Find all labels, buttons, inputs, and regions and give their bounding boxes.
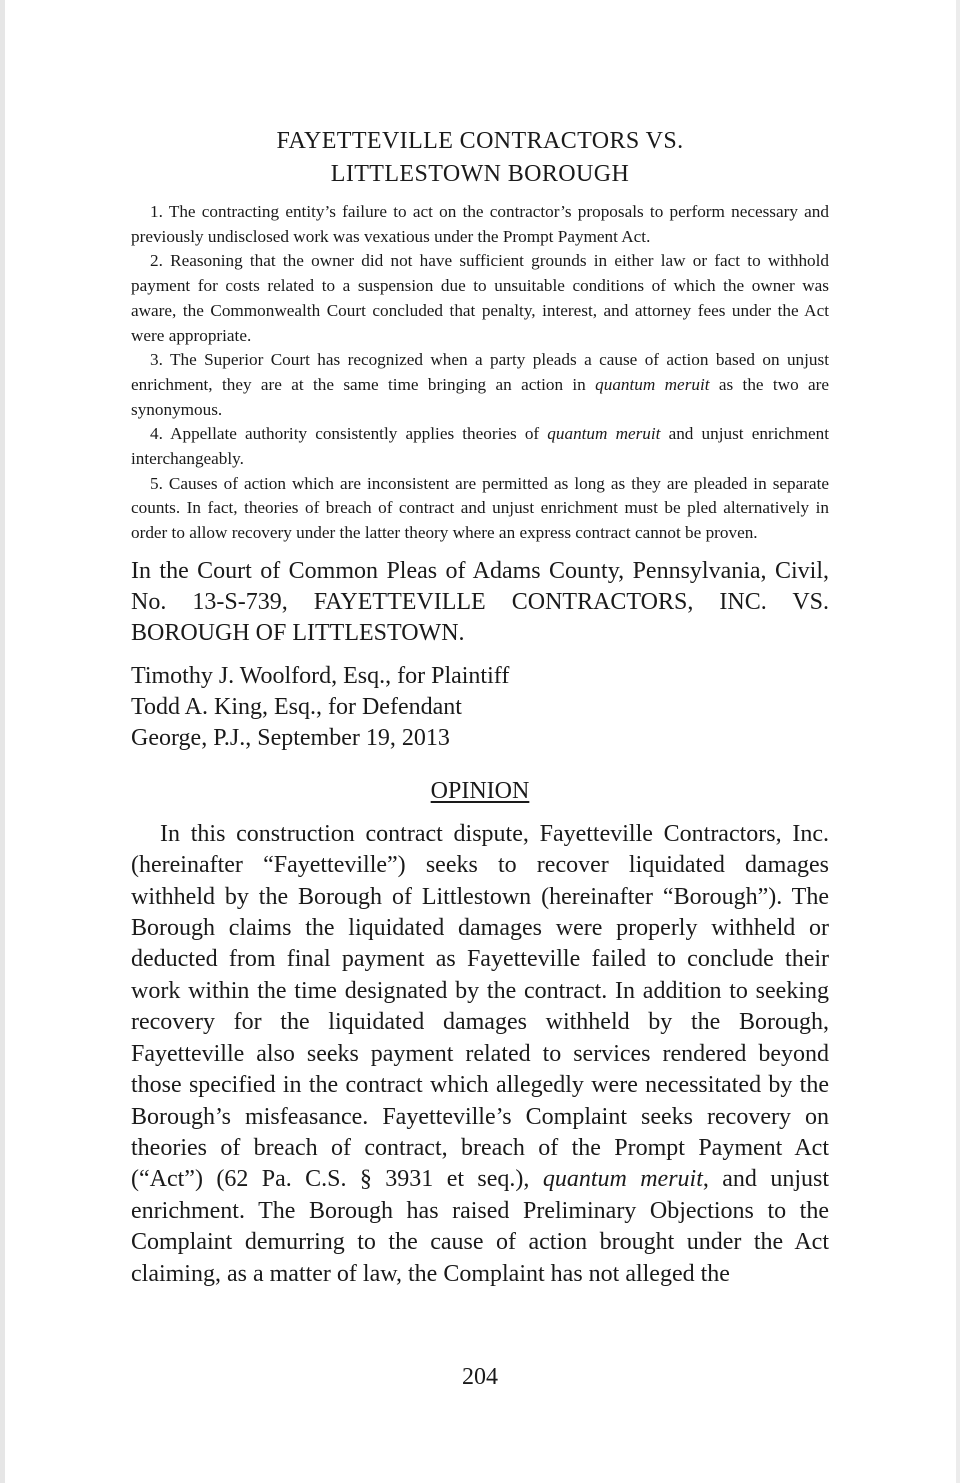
headnotes [131, 200, 829, 546]
headnote-italic-term: quantum meruit [595, 374, 710, 394]
headnote-text: 4. Appellate authority consistently applies theories of [150, 424, 548, 444]
opinion-text: In this construction contract dispute, Fayetteville Contractors, Inc. (hereinafter “Fayetteville”) seeks to recover liquidated damages withheld by the Borough of Littlestown (hereinafter “Borough”). The Borough claims the liquidated damages were properly withheld or deducted from final payment as Fayetteville failed to conclude their work within the time designated by the contract. In addition to seeking recovery for the liquidated damages withheld by the Borough, Fayetteville also seeks payment related to services rendered beyond those specified in the contract which allegedly were necessitated by the Borough’s misfeasance. Fayetteville’s Complaint seeks recovery on theories of breach of contract, breach of the Prompt Payment Act (“Act”) (62 Pa. C.S. § 3931 et seq.), [131, 820, 829, 1193]
case-title-line-2: LITTLESTOWN BOROUGH [330, 161, 630, 187]
headnote-italic-term: quantum meruit [547, 424, 661, 444]
headnote-text: 2. Reasoning that the owner did not have sufficient grounds in either law or fact to withhold payment for costs related to a suspension due to unsuitable conditions of which the owner was aware, the Commonwealth Court concluded that penalty, interest, and attorney fees under the Act were appropriate. [131, 251, 829, 345]
plaintiff-counsel: Timothy J. Woolford, Esq., for Plaintiff [131, 662, 510, 689]
headnote [131, 422, 829, 471]
headnote [131, 249, 829, 348]
headnote-text: as the two are synonymous. [131, 374, 830, 419]
court-caption: In the Court of Common Pleas of Adams County, Pennsylvania, Civil, No. 13-S-739, FAYETTEVILLE CONTRACTORS, INC. VS. BOROUGH OF LITTLESTOWN. [131, 557, 829, 646]
scan-edge-right [956, 0, 960, 1483]
scan-edge-left [0, 0, 5, 1483]
case-title-line-1: FAYETTEVILLE CONTRACTORS VS. [276, 128, 684, 154]
opinion-text: , and unjust enrichment. The Borough has raised Preliminary Objections to the Complaint demurring to the cause of action brought under the Act claiming, as a matter of law, the Complaint has not alleged the [131, 1166, 830, 1287]
headnote-text: 3. The Superior Court has recognized when a party pleads a cause of action based on unjust enrichment, they are at the same time bringing an action in [131, 350, 829, 394]
headnote [131, 472, 829, 546]
opinion-heading-text: OPINION [430, 777, 530, 804]
opinion-italic-term: quantum meruit [542, 1166, 703, 1193]
case-title [131, 125, 829, 191]
opinion-heading [131, 776, 829, 806]
document-page [131, 125, 829, 1290]
headnote-text: 1. The contracting entity’s failure to act on the contractor’s proposals to perform necessary and previously undisclosed work was vexatious under the Prompt Payment Act. [131, 202, 829, 246]
opinion-paragraph [131, 819, 829, 1290]
judge-date: George, P.J., September 19, 2013 [131, 724, 450, 751]
headnote-text: 5. Causes of action which are inconsistent are permitted as long as they are pleaded in separate counts. In fact, theories of breach of contract and unjust enrichment must be pled alternatively in order to allow recovery under the latter theory where an express contract cannot be proven. [131, 473, 829, 543]
headnote-text: and unjust enrichment interchangeably. [131, 424, 830, 469]
counsel-block [131, 661, 829, 754]
headnote [131, 348, 829, 422]
page-number: 204 [462, 1364, 498, 1390]
headnote [131, 200, 829, 249]
defendant-counsel: Todd A. King, Esq., for Defendant [131, 693, 462, 720]
